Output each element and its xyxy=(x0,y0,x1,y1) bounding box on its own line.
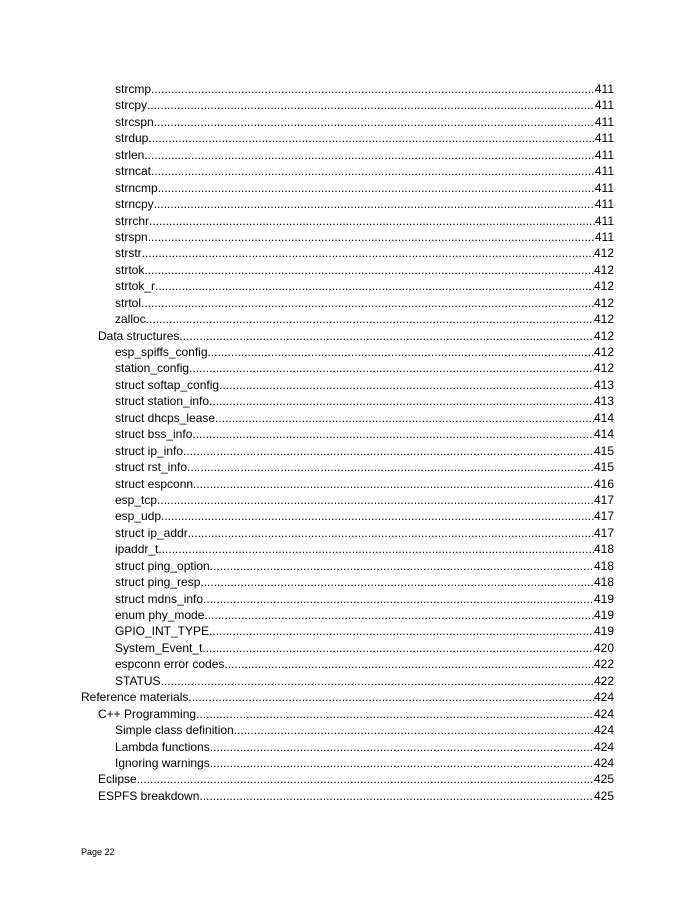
dot-leader xyxy=(148,130,595,146)
dot-leader xyxy=(202,640,594,656)
dot-leader xyxy=(192,426,594,442)
dot-leader xyxy=(196,706,594,722)
toc-entry-title: struct ping_resp xyxy=(115,575,201,590)
toc-entry-title: strtol xyxy=(115,295,142,310)
dot-leader xyxy=(199,788,594,804)
toc-entry-title: struct mdns_info xyxy=(115,591,204,606)
toc-entry-page-number: 411 xyxy=(594,131,614,146)
toc-entry-title: Reference materials xyxy=(81,690,189,705)
toc-entry[interactable] xyxy=(0,311,695,327)
toc-entry[interactable] xyxy=(0,163,695,179)
dot-leader xyxy=(144,262,594,278)
page-footer xyxy=(81,847,115,858)
toc-entry[interactable] xyxy=(0,607,695,623)
toc-entry-title: Data structures xyxy=(98,328,180,343)
toc-entry-page-number: 415 xyxy=(593,443,614,458)
toc-entry-page-number: 411 xyxy=(594,98,614,113)
toc-entry[interactable] xyxy=(0,278,695,294)
toc-entry-title: strlen xyxy=(115,147,145,162)
toc-entry[interactable] xyxy=(0,673,695,689)
toc-entry-title: esp_tcp xyxy=(115,492,158,507)
dot-leader xyxy=(224,656,594,672)
dot-leader xyxy=(154,114,595,130)
toc-entry[interactable] xyxy=(0,788,695,804)
dot-leader xyxy=(189,360,594,376)
toc-entry-title: strdup xyxy=(115,131,149,146)
toc-entry[interactable] xyxy=(0,130,695,146)
toc-entry-page-number: 425 xyxy=(593,772,614,787)
toc-entry[interactable] xyxy=(0,525,695,541)
toc-entry-page-number: 424 xyxy=(593,739,614,754)
toc-entry-title: struct bss_info xyxy=(115,427,193,442)
toc-entry[interactable] xyxy=(0,245,695,261)
toc-entry-title: strcspn xyxy=(115,114,154,129)
toc-entry-title: struct dhcps_lease xyxy=(115,410,216,425)
toc-entry-title: enum phy_mode xyxy=(115,608,205,622)
dot-leader xyxy=(147,97,595,113)
toc-entry[interactable] xyxy=(0,689,695,705)
dot-leader xyxy=(141,295,594,311)
toc-entry[interactable] xyxy=(0,295,695,311)
toc-entry[interactable] xyxy=(0,81,695,97)
toc-entry[interactable] xyxy=(0,591,695,607)
toc-entry-title: STATUS xyxy=(115,673,161,688)
toc-entry-title: struct rst_info xyxy=(115,460,188,475)
toc-entry[interactable] xyxy=(0,97,695,113)
toc-entry-page-number: 412 xyxy=(593,246,614,261)
toc-entry-page-number: 412 xyxy=(593,295,614,310)
dot-leader xyxy=(208,344,594,360)
dot-leader xyxy=(200,574,594,590)
toc-entry-title: zalloc xyxy=(115,312,146,327)
toc-entry-page-number: 411 xyxy=(594,213,614,228)
toc-entry-page-number: 422 xyxy=(593,657,614,672)
toc-entry-page-number: 412 xyxy=(593,345,614,359)
toc-entry-page-number: 418 xyxy=(593,558,614,573)
toc-entry-page-number: 413 xyxy=(593,394,614,409)
toc-entry-title: strcmp xyxy=(115,82,151,96)
dot-leader xyxy=(219,377,594,393)
dot-leader xyxy=(155,278,594,294)
dot-leader xyxy=(188,525,594,541)
dot-leader xyxy=(158,180,595,196)
dot-leader xyxy=(157,492,594,508)
toc-entry-title: struct ping_option xyxy=(115,558,210,573)
toc-entry[interactable] xyxy=(0,426,695,442)
dot-leader xyxy=(149,213,595,229)
dot-leader xyxy=(137,771,594,787)
toc-entry-title: strcpy xyxy=(115,98,148,113)
dot-leader xyxy=(210,755,594,771)
toc-entry-title: struct station_info xyxy=(115,394,210,409)
toc-entry-page-number: 413 xyxy=(593,377,614,392)
toc-entry[interactable] xyxy=(0,393,695,409)
dot-leader xyxy=(204,607,594,623)
toc-entry[interactable] xyxy=(0,558,695,574)
toc-entry[interactable] xyxy=(0,443,695,459)
toc-entry-title: C++ Programming xyxy=(98,706,197,721)
toc-entry-page-number: 418 xyxy=(593,542,614,557)
toc-entry-page-number: 416 xyxy=(593,476,614,491)
dot-leader xyxy=(179,328,594,344)
toc-entry-page-number: 419 xyxy=(593,591,614,606)
dot-leader xyxy=(187,459,594,475)
toc-entry-page-number: 424 xyxy=(593,723,614,738)
toc-entry-page-number: 425 xyxy=(593,788,614,803)
toc-entry-page-number: 412 xyxy=(593,361,614,376)
toc-entry[interactable] xyxy=(0,476,695,492)
toc-entry[interactable] xyxy=(0,623,695,639)
toc-entry-title: GPIO_INT_TYPE xyxy=(115,624,210,639)
dot-leader xyxy=(193,476,594,492)
toc-entry-page-number: 415 xyxy=(593,460,614,475)
toc-entry-page-number: 411 xyxy=(594,114,614,129)
toc-entry[interactable] xyxy=(0,656,695,672)
dot-leader xyxy=(161,673,594,689)
toc-entry-title: strncpy xyxy=(115,197,154,212)
toc-entry-page-number: 424 xyxy=(593,690,614,705)
dot-leader xyxy=(154,196,595,212)
toc-entry-page-number: 411 xyxy=(594,164,614,179)
toc-entry-title: struct ip_addr xyxy=(115,525,188,540)
toc-entry-page-number: 417 xyxy=(593,525,614,540)
toc-entry[interactable] xyxy=(0,722,695,738)
toc-entry[interactable] xyxy=(0,739,695,755)
toc-entry[interactable] xyxy=(0,459,695,475)
toc-entry[interactable] xyxy=(0,114,695,130)
dot-leader xyxy=(146,311,594,327)
dot-leader xyxy=(183,443,594,459)
table-of-contents xyxy=(0,81,695,804)
toc-entry-page-number: 412 xyxy=(593,279,614,294)
toc-entry-title: esp_spiffs_config xyxy=(115,345,208,359)
toc-entry-page-number: 419 xyxy=(593,608,614,622)
toc-entry-page-number: 418 xyxy=(593,575,614,590)
toc-entry-page-number: 424 xyxy=(593,755,614,770)
toc-entry[interactable] xyxy=(0,640,695,656)
toc-entry-page-number: 420 xyxy=(593,640,614,655)
toc-entry-title: ipaddr_t xyxy=(115,542,159,557)
toc-entry-title: strstr xyxy=(115,246,142,261)
toc-entry-title: struct ip_info xyxy=(115,443,184,458)
dot-leader xyxy=(209,393,594,409)
toc-entry-title: Ignoring warnings xyxy=(115,755,210,770)
toc-entry[interactable] xyxy=(0,377,695,393)
toc-entry-page-number: 411 xyxy=(594,82,614,96)
toc-entry[interactable] xyxy=(0,492,695,508)
toc-entry-title: strtok xyxy=(115,262,145,277)
toc-entry[interactable] xyxy=(0,771,695,787)
toc-entry[interactable] xyxy=(0,196,695,212)
toc-entry-page-number: 411 xyxy=(594,147,614,162)
toc-entry-title: Lambda functions xyxy=(115,739,210,754)
toc-entry-page-number: 411 xyxy=(594,229,614,244)
toc-entry[interactable] xyxy=(0,360,695,376)
toc-entry[interactable] xyxy=(0,755,695,771)
toc-entry-title: ESPFS breakdown xyxy=(98,788,200,803)
toc-entry[interactable] xyxy=(0,328,695,344)
toc-entry-page-number: 412 xyxy=(593,328,614,343)
dot-leader xyxy=(158,541,594,557)
toc-entry[interactable] xyxy=(0,147,695,163)
toc-entry[interactable] xyxy=(0,229,695,245)
toc-entry[interactable] xyxy=(0,213,695,229)
toc-entry[interactable] xyxy=(0,262,695,278)
dot-leader xyxy=(151,81,595,97)
toc-entry-page-number: 414 xyxy=(593,427,614,442)
dot-leader xyxy=(215,410,594,426)
toc-entry-page-number: 417 xyxy=(593,492,614,507)
toc-entry[interactable] xyxy=(0,344,695,360)
toc-entry-page-number: 419 xyxy=(593,624,614,639)
toc-entry-title: esp_udp xyxy=(115,509,162,524)
toc-entry[interactable] xyxy=(0,180,695,196)
toc-entry-page-number: 412 xyxy=(593,262,614,277)
dot-leader xyxy=(144,147,595,163)
toc-entry-title: strncmp xyxy=(115,180,158,195)
dot-leader xyxy=(142,245,594,261)
toc-entry-title: strtok_r xyxy=(115,279,156,294)
toc-entry[interactable] xyxy=(0,541,695,557)
dot-leader xyxy=(148,229,595,245)
toc-entry-page-number: 417 xyxy=(593,509,614,524)
toc-entry[interactable] xyxy=(0,410,695,426)
dot-leader xyxy=(188,689,594,705)
toc-entry[interactable] xyxy=(0,706,695,722)
toc-entry-page-number: 411 xyxy=(594,197,614,212)
toc-entry-title: System_Event_t xyxy=(115,640,203,655)
toc-entry-page-number: 414 xyxy=(593,410,614,425)
toc-entry-page-number: 422 xyxy=(593,673,614,688)
toc-entry-title: Eclipse xyxy=(98,772,137,787)
dot-leader xyxy=(210,739,594,755)
toc-entry[interactable] xyxy=(0,508,695,524)
toc-entry-title: struct espconn xyxy=(115,476,194,491)
dot-leader xyxy=(161,508,594,524)
toc-entry-title: station_config xyxy=(115,361,190,376)
toc-entry-title: struct softap_config xyxy=(115,377,220,392)
dot-leader xyxy=(234,722,594,738)
toc-entry-title: strspn xyxy=(115,229,148,244)
toc-entry-page-number: 411 xyxy=(594,180,614,195)
toc-entry-title: Simple class definition xyxy=(115,723,234,738)
page-number-label: Page 22 xyxy=(81,847,115,857)
toc-entry[interactable] xyxy=(0,574,695,590)
dot-leader xyxy=(209,623,594,639)
toc-entry-title: strrchr xyxy=(115,213,149,228)
toc-entry-title: strncat xyxy=(115,164,152,179)
dot-leader xyxy=(203,591,594,607)
toc-entry-title: espconn error codes xyxy=(115,657,225,672)
dot-leader xyxy=(151,163,595,179)
toc-entry-page-number: 412 xyxy=(593,312,614,327)
toc-entry-page-number: 424 xyxy=(593,706,614,721)
dot-leader xyxy=(210,558,594,574)
